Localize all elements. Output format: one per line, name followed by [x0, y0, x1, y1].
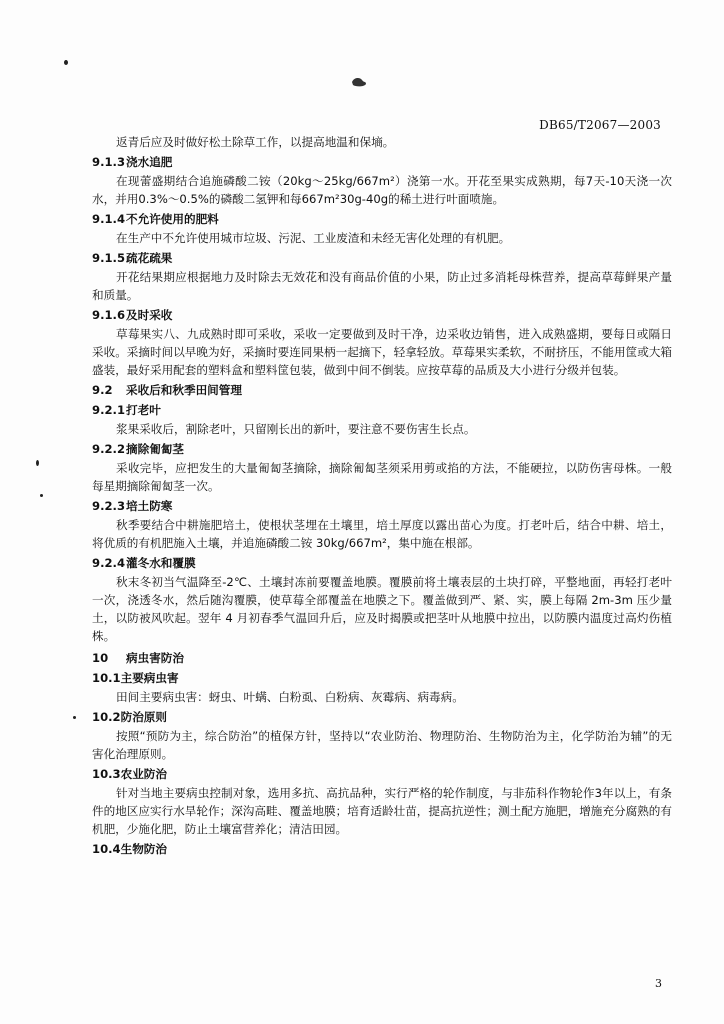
speck-mark: [64, 60, 68, 65]
paragraph: 浆果采收后，割除老叶，只留刚长出的新叶，要注意不要伤害生长点。: [116, 422, 476, 436]
section-title: 灌冬水和覆膜: [126, 556, 196, 570]
section-title: 生物防治: [120, 842, 167, 856]
section-number: 9.2.3: [92, 499, 126, 513]
section-number: 9.1.3: [92, 155, 126, 169]
section-heading: [92, 381, 672, 399]
section-title: 打老叶: [126, 403, 161, 417]
paragraph: 秋末冬初当气温降至-2℃、土壤封冻前要覆盖地膜。覆膜前将土壤表层的土块打碎，平整地面，再轻打老叶一次，浇透冬水，然后随沟覆膜，使草莓全部覆盖在地膜之下。覆盖做到严、紧、实，膜上每隔 2m-3m 压少量土，以防被风吹起。翌年 4 月初春季气温回升后，应及时揭膜或把茎叶从地膜中拉出，以防膜内温度过高灼伤植株。: [92, 575, 672, 643]
section-title: 农业防治: [120, 767, 167, 781]
section-title: 主要病虫害: [120, 671, 179, 685]
section-title: 及时采收: [126, 308, 173, 322]
section-heading: [92, 554, 672, 572]
document-code: DB65/T2067—2003: [539, 118, 661, 132]
section-heading: [92, 306, 672, 324]
section-number: 9.1.4: [92, 212, 126, 226]
paragraph: 开花结果期应根据地力及时除去无效花和没有商品价值的小果，防止过多消耗母株营养，提高草莓鲜果产量和质量。: [92, 270, 672, 302]
section-heading: [92, 765, 672, 783]
paragraph: 采收完毕，应把发生的大量匍匐茎摘除，摘除匍匐茎须采用剪或掐的方法，不能硬拉，以防伤害母株。一般每星期摘除匍匐茎一次。: [92, 461, 672, 493]
speck-mark: [73, 716, 76, 719]
paragraph: 在现蕾盛期结合追施磷酸二铵（20kg～25kg/667m²）浇第一水。开花至果实成熟期，每7天-10天浇一次水，并用0.3%～0.5%的磷酸二氢钾和每667m²30g-40g的稀土进行叶面喷施。: [92, 174, 672, 206]
section-heading: [92, 708, 672, 726]
paragraph: 秋季要结合中耕施肥培土，使根状茎埋在土壤里，培土厚度以露出苗心为度。打老叶后，结合中耕、培土，将优质的有机肥施入土壤，并追施磷酸二铵 30kg/667m²，集中施在根部。: [92, 518, 672, 550]
section-number: 9.2: [92, 383, 113, 397]
section-number: 9.2.4: [92, 556, 126, 570]
section-number: 9.2.1: [92, 403, 126, 417]
section-number: 9.2.2: [92, 442, 126, 456]
paragraph: 草莓果实八、九成熟时即可采收，采收一定要做到及时干净，边采收边销售，进入成熟盛期，要每日或隔日采收。采摘时间以早晚为好，采摘时要连同果柄一起摘下，轻拿轻放。草莓果实柔软，不耐挤压，不能用筐或大箱盛装，最好采用配套的塑料盒和塑料筐包装，做到中间不倒装。应按草莓的品质及大小进行分级并包装。: [92, 327, 672, 377]
paragraph: 按照“预防为主，综合防治”的植保方针，坚持以“农业防治、物理防治、生物防治为主，化学防治为辅”的无害化治理原则。: [92, 729, 672, 761]
smudge-mark-icon: [350, 76, 368, 88]
speck-mark: [36, 460, 39, 466]
speck-mark: [40, 494, 43, 497]
section-heading: [92, 401, 672, 419]
section-number: 9.1.5: [92, 251, 126, 265]
section-heading: [92, 669, 672, 687]
section-title: 采收后和秋季田间管理: [126, 383, 242, 397]
section-title: 培土防寒: [126, 499, 173, 513]
paragraph: 返青后应及时做好松土除草工作，以提高地温和保墒。: [116, 135, 395, 149]
section-heading: [92, 840, 672, 858]
paragraph: 在生产中不允许使用城市垃圾、污泥、工业废渣和未经无害化处理的有机肥。: [116, 231, 511, 245]
paragraph: 田间主要病虫害：蚜虫、叶螨、白粉虱、白粉病、灰霉病、病毒病。: [116, 690, 464, 704]
section-title: 病虫害防治: [126, 651, 184, 665]
section-number: 10: [92, 651, 109, 665]
section-number: 10.4: [92, 842, 121, 856]
section-title: 浇水追肥: [126, 155, 173, 169]
section-number: 9.1.6: [92, 308, 126, 322]
section-heading: [92, 153, 672, 171]
section-title: 不允许使用的肥料: [126, 212, 219, 226]
section-title: 摘除匍匐茎: [126, 442, 184, 456]
section-number: 10.2: [92, 710, 121, 724]
section-heading: [92, 440, 672, 458]
section-heading: [92, 497, 672, 515]
section-heading: [92, 249, 672, 267]
document-body: [92, 133, 672, 859]
section-heading: [92, 649, 672, 667]
section-title: 疏花疏果: [126, 251, 173, 265]
section-number: 10.1: [92, 671, 121, 685]
page-number: 3: [655, 977, 662, 990]
section-heading: [92, 210, 672, 228]
section-number: 10.3: [92, 767, 121, 781]
paragraph: 针对当地主要病虫控制对象，选用多抗、高抗品种，实行严格的轮作制度，与非茄科作物轮作3年以上，有条件的地区应实行水旱轮作；深沟高畦、覆盖地膜；培育适龄壮苗，提高抗逆性；测土配方施肥，增施充分腐熟的有机肥，少施化肥，防止土壤富营养化；清洁田园。: [92, 786, 672, 836]
section-title: 防治原则: [120, 710, 167, 724]
